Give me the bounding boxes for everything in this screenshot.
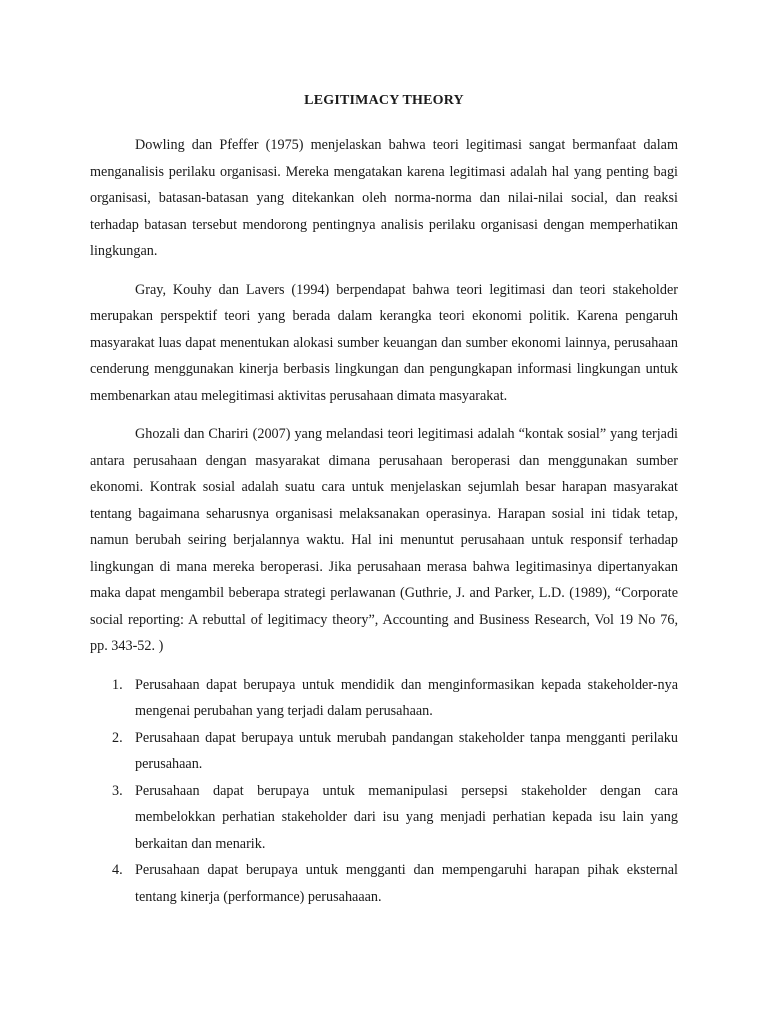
list-item bbox=[90, 725, 678, 778]
document-title: LEGITIMACY THEORY bbox=[304, 93, 464, 108]
document-body bbox=[90, 93, 678, 910]
list-item-number: 2. bbox=[112, 729, 123, 746]
paragraph-gray-kouhy-lavers: Gray, Kouhy dan Lavers (1994) berpendapat bahwa teori legitimasi dan teori stakeholder merupakan perspektif teori yang berada dalam kerangka teori ekonomi politik. Karena pengaruh masyarakat luas dapat menentukan alokasi sumber keuangan dan sumber ekonomi lainnya, perusahaan cenderung menggunakan kinerja berbasis lingkungan dan pengungkapan informasi lingkungan untuk membenarkan atau melegitimasi aktivitas perusahaan dimata masyarakat. bbox=[90, 281, 678, 404]
list-item-text: Perusahaan dapat berupaya untuk memanipulasi persepsi stakeholder dengan cara membelokkan perhatian stakeholder dari isu yang menjadi perhatian kepada isu lain yang berkaitan dan menarik. bbox=[135, 782, 678, 852]
list-item-number: 1. bbox=[112, 676, 123, 693]
list-item bbox=[90, 778, 678, 858]
paragraph-ghozali-chariri: Ghozali dan Chariri (2007) yang melandasi teori legitimasi adalah “kontak sosial” yang terjadi antara perusahaan dengan masyarakat dimana perusahaan beroperasi dan menggunakan sumber ekonomi. Kontrak sosial adalah suatu cara untuk menjelaskan sejumlah besar harapan masyarakat tentang bagaimana seharusnya organisasi melaksanakan operasinya. Harapan sosial ini tidak tetap, namun berubah seiring berjalannya waktu. Hal ini menuntut perusahaan untuk responsif terhadap lingkungan di mana mereka beroperasi. Jika perusahaan merasa bahwa legitimasinya dipertanyakan maka dapat mengambil beberapa strategi perlawanan (Guthrie, J. and Parker, L.D. (1989), “Corporate social reporting: A rebuttal of legitimacy theory”, Accounting and Business Research, Vol 19 No 76, pp. 343-52. ) bbox=[90, 426, 678, 654]
list-item bbox=[90, 857, 678, 910]
list-item-number: 4. bbox=[112, 862, 123, 878]
list-item-text: Perusahaan dapat berupaya untuk mendidik dan menginformasikan kepada stakeholder-nya mengenai perubahan yang terjadi dalam perusahaan. bbox=[135, 676, 678, 719]
list-item-number: 3. bbox=[112, 782, 123, 799]
list-item bbox=[90, 672, 678, 725]
list-item-text: Perusahaan dapat berupaya untuk merubah pandangan stakeholder tanpa mengganti perilaku perusahaan. bbox=[135, 729, 678, 772]
strategy-list bbox=[90, 672, 678, 911]
list-item-text: Perusahaan dapat berupaya untuk mengganti dan mempengaruhi harapan pihak eksternal tentang kinerja (performance) perusahaaan. bbox=[135, 862, 678, 905]
paragraph-dowling-pfeffer: Dowling dan Pfeffer (1975) menjelaskan bahwa teori legitimasi sangat bermanfaat dalam menganalisis perilaku organisasi. Mereka mengatakan karena legitimasi adalah hal yang penting bagi organisasi, batasan-batasan yang ditekankan oleh norma-norma dan nilai-nilai social, dan reaksi terhadap batasan tersebut mendorong pentingnya analisis perilaku organisasi dengan memperhatikan lingkungan. bbox=[90, 137, 678, 259]
